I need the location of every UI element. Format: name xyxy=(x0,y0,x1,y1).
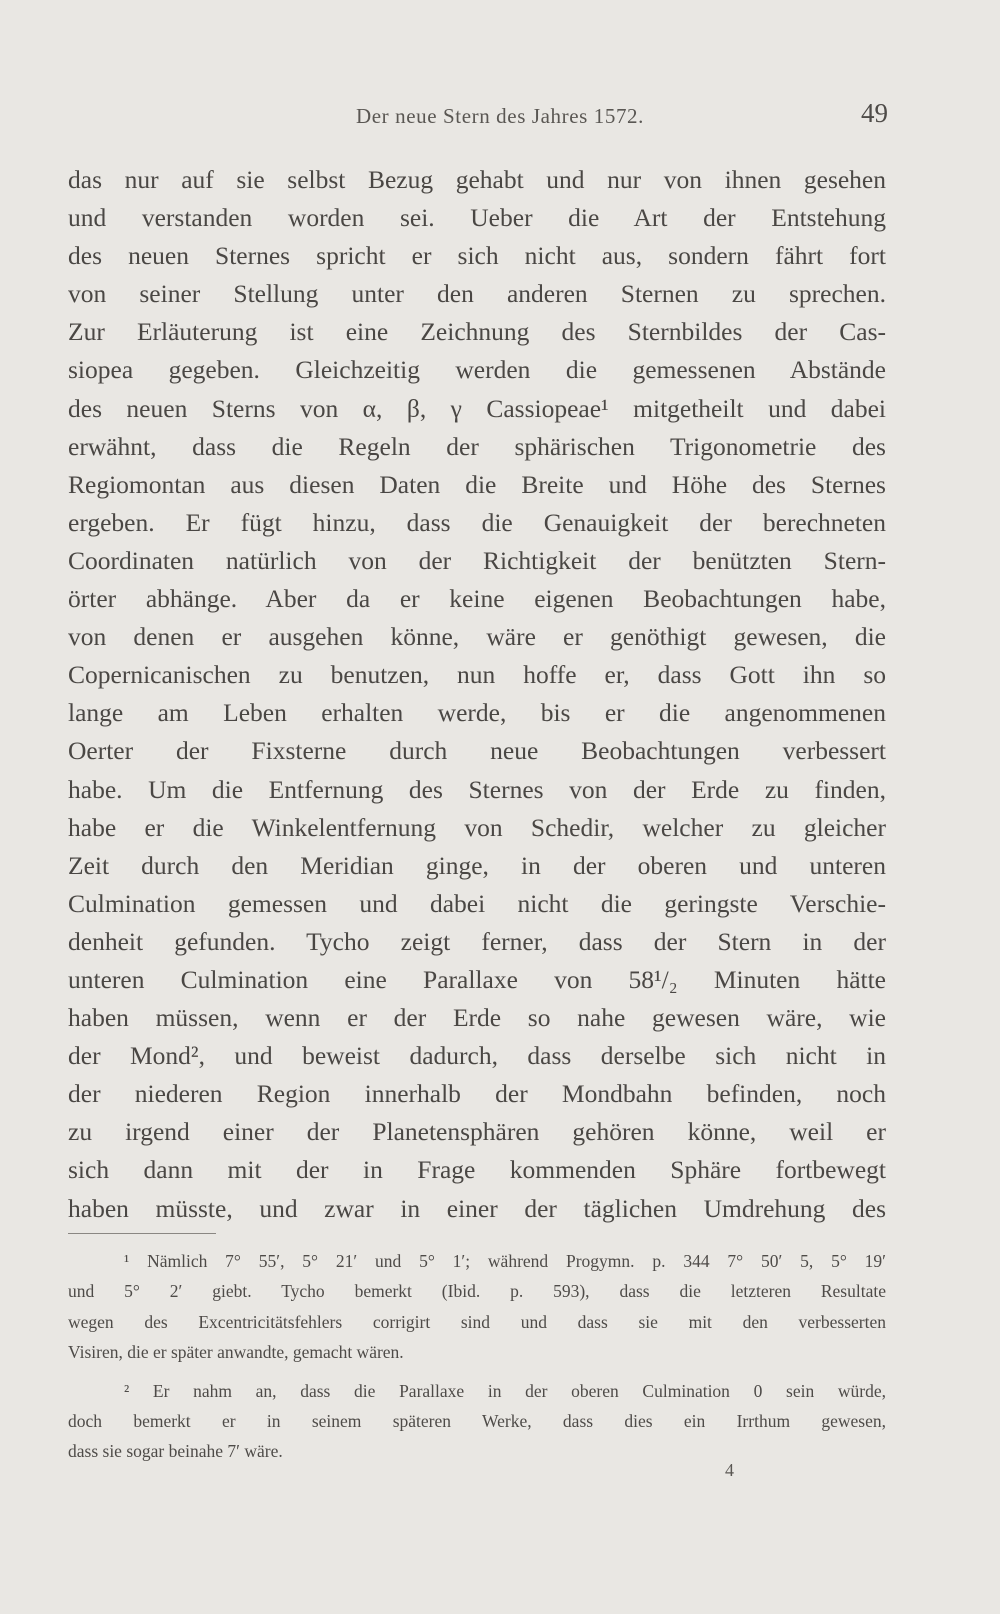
text-line: von denen er ausgehen könne, wäre er genöthigt gewesen, die xyxy=(68,622,886,652)
signature-mark: 4 xyxy=(725,1460,734,1480)
text-line: unteren Culmination eine Parallaxe von 58¹/₂ Minuten hätte xyxy=(68,964,886,994)
text-line: siopea gegeben. Gleichzeitig werden die gemessenen Abstände xyxy=(68,355,886,385)
text-line: der Mond², und beweist dadurch, dass derselbe sich nicht in xyxy=(68,1041,886,1071)
text-line: habe. Um die Entfernung des Sternes von der Erde zu finden, xyxy=(68,774,886,804)
text-line: Zur Erläuterung ist eine Zeichnung des Sternbildes der Cas- xyxy=(68,317,886,347)
footnote-divider xyxy=(68,1233,216,1234)
text-line: habe er die Winkelentfernung von Schedir, welcher zu gleicher xyxy=(68,812,886,842)
text-line: haben müssen, wenn er der Erde so nahe gewesen wäre, wie xyxy=(68,1003,886,1033)
footnote-line: doch bemerkt er in seinem späteren Werke, dass dies ein Irrthum gewesen, xyxy=(68,1410,886,1431)
main-text xyxy=(68,161,886,1228)
footnote-line: und 5° 2′ giebt. Tycho bemerkt (Ibid. p. 593), dass die letzteren Resultate xyxy=(68,1281,886,1302)
text-line: Coordinaten natürlich von der Richtigkeit der benützten Stern- xyxy=(68,545,886,575)
page-header xyxy=(0,98,1000,138)
text-line: Zeit durch den Meridian ginge, in der oberen und unteren xyxy=(68,850,886,880)
text-line: örter abhänge. Aber da er keine eigenen Beobachtungen habe, xyxy=(68,584,886,614)
text-line: haben müsste, und zwar in einer der täglichen Umdrehung des xyxy=(68,1193,886,1223)
text-line: denheit gefunden. Tycho zeigt ferner, dass der Stern in der xyxy=(68,926,886,956)
text-line: sich dann mit der in Frage kommenden Sphäre fortbewegt xyxy=(68,1155,886,1185)
footnotes xyxy=(68,1246,886,1467)
text-line: lange am Leben erhalten werde, bis er die angenommenen xyxy=(68,698,886,728)
text-line: der niederen Region innerhalb der Mondbahn befinden, noch xyxy=(68,1079,886,1109)
footnote-line: ² Er nahm an, dass die Parallaxe in der oberen Culmination 0 sein würde, xyxy=(124,1380,886,1401)
footnote-line: Visiren, die er später anwandte, gemacht wären. xyxy=(68,1342,404,1363)
text-line: zu irgend einer der Planetensphären gehören könne, weil er xyxy=(68,1117,886,1147)
page-number: 49 xyxy=(861,98,888,128)
text-line: Oerter der Fixsterne durch neue Beobachtungen verbessert xyxy=(68,736,886,766)
text-line: ergeben. Er fügt hinzu, dass die Genauigkeit der berechneten xyxy=(68,507,886,537)
text-line: erwähnt, dass die Regeln der sphärischen Trigonometrie des xyxy=(68,431,886,461)
text-line: das nur auf sie selbst Bezug gehabt und nur von ihnen gesehen xyxy=(68,165,886,194)
footnote-line: dass sie sogar beinahe 7′ wäre. xyxy=(68,1441,283,1462)
text-line: und verstanden worden sei. Ueber die Art der Entstehung xyxy=(68,203,886,233)
text-line: Regiomontan aus diesen Daten die Breite und Höhe des Sternes xyxy=(68,469,886,499)
running-head: Der neue Stern des Jahres 1572. xyxy=(355,104,645,128)
text-line: Culmination gemessen und dabei nicht die geringste Verschie- xyxy=(68,888,886,918)
text-line: des neuen Sternes spricht er sich nicht aus, sondern fährt fort xyxy=(68,241,886,271)
text-line: des neuen Sterns von α, β, γ Cassiopeae¹ mitgetheilt und dabei xyxy=(68,393,886,423)
footnote-line: ¹ Nämlich 7° 55′, 5° 21′ und 5° 1′; während Progymn. p. 344 7° 50′ 5, 5° 19′ xyxy=(124,1251,886,1271)
text-line: Copernicanischen zu benutzen, nun hoffe er, dass Gott ihn so xyxy=(68,660,886,690)
text-line: von seiner Stellung unter den anderen Sternen zu sprechen. xyxy=(68,279,886,309)
footnote-line: wegen des Excentricitätsfehlers corrigirt sind und dass sie mit den verbesserten xyxy=(68,1311,886,1332)
